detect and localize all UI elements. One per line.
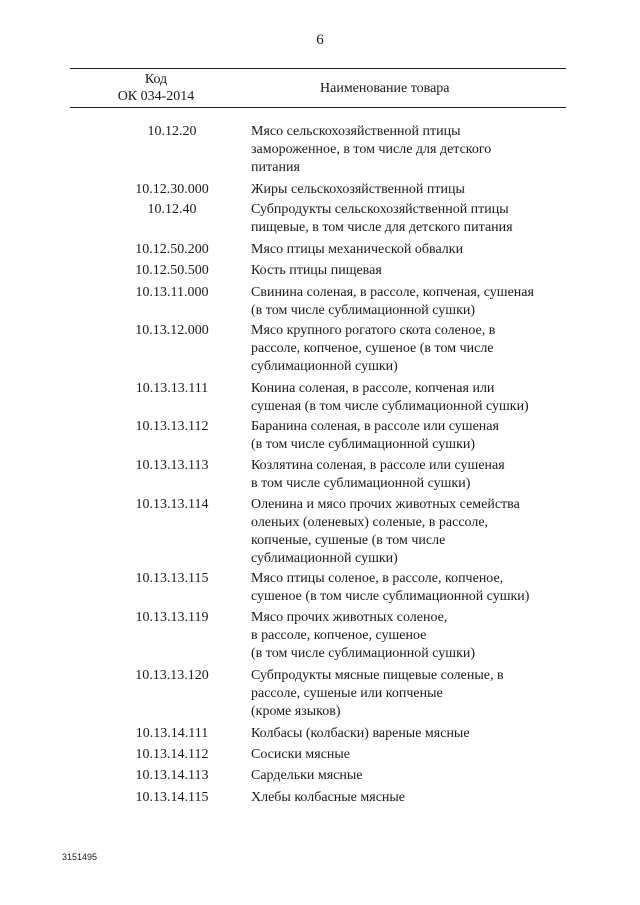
row-name xyxy=(251,789,571,807)
row-name-line: (кроме языков) xyxy=(251,704,341,719)
row-name-line: в том числе сублимационной сушки) xyxy=(251,476,471,491)
row-code: 10.13.13.111 xyxy=(135,381,209,396)
row-name-line: Козлятина соленая, в рассоле или сушеная xyxy=(251,458,505,473)
page-number: 6 xyxy=(316,32,324,48)
row-name xyxy=(251,767,571,785)
row-code: 10.13.14.112 xyxy=(135,747,209,762)
row-name-line: рассоле, копченое, сушеное (в том числе xyxy=(251,341,494,356)
header-code-line1: Код xyxy=(144,72,168,87)
header-code xyxy=(70,71,242,105)
row-name xyxy=(251,457,571,493)
row-code: 10.13.13.119 xyxy=(135,610,209,625)
row-name xyxy=(251,609,571,663)
row-name xyxy=(251,322,571,376)
row-name-line: сушеная (в том числе сублимационной сушки) xyxy=(251,399,529,414)
row-name-line: питания xyxy=(251,160,300,175)
row-name-line: Сосиски мясные xyxy=(251,747,351,762)
header-code-line2: ОК 034-2014 xyxy=(117,89,195,104)
row-name-line: сублимационной сушки) xyxy=(251,551,398,566)
row-name xyxy=(251,181,571,199)
row-name-line: (в том числе сублимационной сушки) xyxy=(251,303,476,318)
row-name xyxy=(251,746,571,764)
row-name-line: (в том числе сублимационной сушки) xyxy=(251,646,476,661)
row-code: 10.12.40 xyxy=(147,202,197,217)
table-header xyxy=(70,68,566,108)
row-name xyxy=(251,418,571,454)
row-name-line: рассоле, сушеные или копченые xyxy=(251,686,443,701)
row-name-line: Жиры сельскохозяйственной птицы xyxy=(251,182,465,197)
document-id: 3151495 xyxy=(62,852,98,862)
row-name-line: Оленина и мясо прочих животных семейства xyxy=(251,497,520,512)
row-code: 10.12.30.000 xyxy=(135,182,209,197)
row-name-line: Субпродукты сельскохозяйственной птицы xyxy=(251,202,509,217)
row-name xyxy=(251,570,571,606)
row-code: 10.13.11.000 xyxy=(135,285,209,300)
row-code: 10.13.13.113 xyxy=(135,458,209,473)
row-name xyxy=(251,123,571,177)
row-name-line: Хлебы колбасные мясные xyxy=(251,790,406,805)
row-name-line: Кость птицы пищевая xyxy=(251,263,382,278)
row-name xyxy=(251,262,571,280)
row-code: 10.13.13.120 xyxy=(135,668,209,683)
row-name-line: замороженное, в том числе для детского xyxy=(251,142,492,157)
row-code: 10.13.12.000 xyxy=(135,323,209,338)
row-name-line: (в том числе сублимационной сушки) xyxy=(251,437,476,452)
row-name xyxy=(251,725,571,743)
row-name xyxy=(251,667,571,721)
row-name-line: сублимационной сушки) xyxy=(251,359,398,374)
row-name-line: Сардельки мясные xyxy=(251,768,363,783)
row-name-line: сушеное (в том числе сублимационной сушки) xyxy=(251,589,530,604)
row-code: 10.12.50.200 xyxy=(135,242,209,257)
row-name-line: Конина соленая, в рассоле, копченая или xyxy=(251,381,495,396)
row-name-line: в рассоле, копченое, сушеное xyxy=(251,628,427,643)
row-name-line: Субпродукты мясные пищевые соленые, в xyxy=(251,668,504,683)
row-name-line: Мясо сельскохозяйственной птицы xyxy=(251,124,461,139)
row-code: 10.13.14.113 xyxy=(135,768,209,783)
row-name-line: Мясо птицы соленое, в рассоле, копченое, xyxy=(251,571,504,586)
row-name-line: пищевые, в том числе для детского питания xyxy=(251,220,513,235)
row-code: 10.12.20 xyxy=(147,124,197,139)
row-code: 10.13.14.111 xyxy=(135,726,209,741)
row-code: 10.13.14.115 xyxy=(135,790,209,805)
row-name-line: Мясо крупного рогатого скота соленое, в xyxy=(251,323,496,338)
row-name-line: Баранина соленая, в рассоле или сушеная xyxy=(251,419,499,434)
row-name xyxy=(251,496,571,568)
row-name-line: Свинина соленая, в рассоле, копченая, сушеная xyxy=(251,285,534,300)
row-name-line: оленьих (оленевых) соленые, в рассоле, xyxy=(251,515,489,530)
row-name xyxy=(251,201,571,237)
row-name-line: Мясо птицы механической обвалки xyxy=(251,242,464,257)
row-code: 10.13.13.115 xyxy=(135,571,209,586)
row-code: 10.13.13.114 xyxy=(135,497,209,512)
row-name xyxy=(251,241,571,259)
row-code: 10.12.50.500 xyxy=(135,263,209,278)
row-name xyxy=(251,380,571,416)
header-name: Наименование товара xyxy=(320,81,450,96)
row-name-line: Мясо прочих животных соленое, xyxy=(251,610,448,625)
row-name xyxy=(251,284,571,320)
row-name-line: Колбасы (колбаски) вареные мясные xyxy=(251,726,470,741)
row-code: 10.13.13.112 xyxy=(135,419,209,434)
row-name-line: копченые, сушеные (в том числе xyxy=(251,533,446,548)
